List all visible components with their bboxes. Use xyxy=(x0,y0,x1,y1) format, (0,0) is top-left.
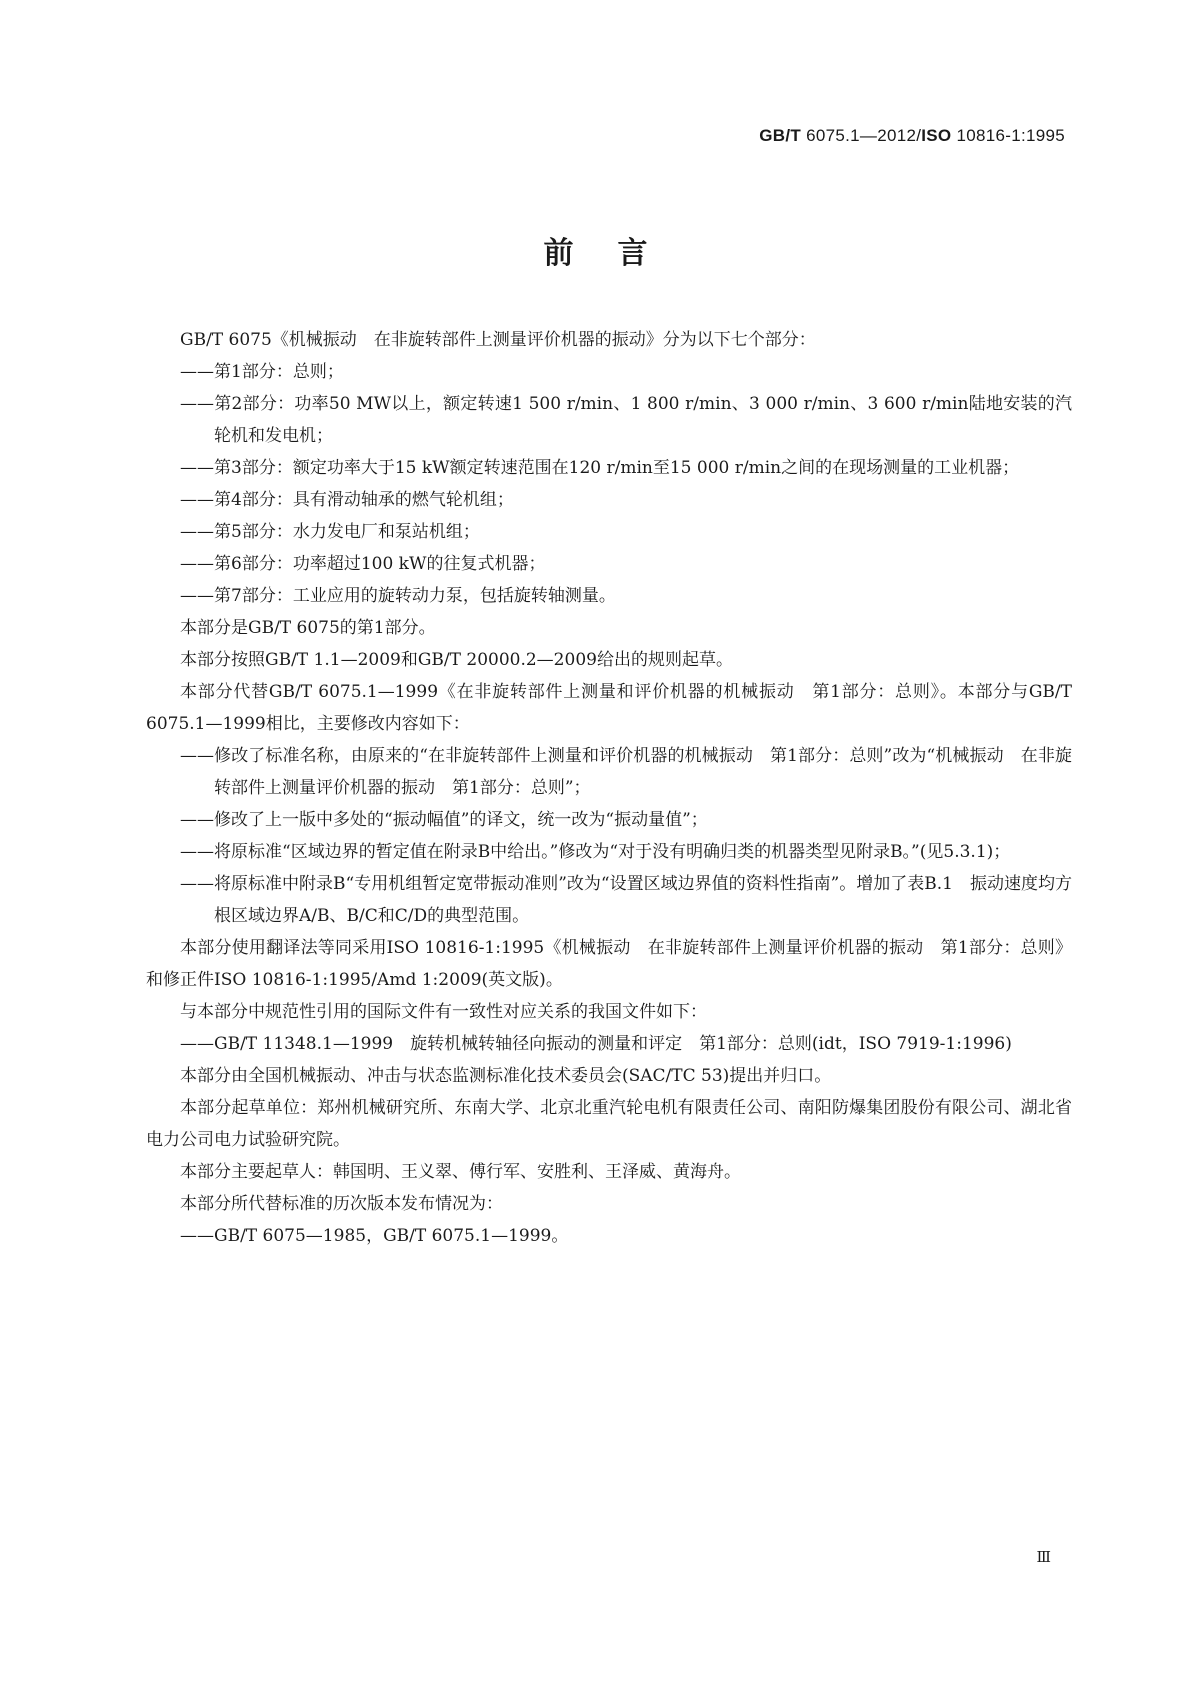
page-number: Ⅲ xyxy=(1036,1548,1051,1566)
code-prefix: GB/T xyxy=(759,126,802,145)
list-item: ——将原标准“区域边界的暂定值在附录B中给出。”修改为“对于没有明确归类的机器类型见附录B。”(见5.3.1)； xyxy=(180,842,1011,862)
iso-prefix: ISO xyxy=(921,126,952,145)
list-item: ——第3部分：额定功率大于15 kW额定转速范围在120 r/min至15 000 r/min之间的在现场测量的工业机器； xyxy=(180,458,1020,478)
list-item: ——将原标准中附录B“专用机组暂定宽带振动准则”改为“设置区域边界值的资料性指南”。增加了表B.1 振动速度均方根区域边界A/B、B/C和C/D的典型范围。 xyxy=(180,874,1072,926)
paragraph: 本部分主要起草人：韩国明、王义翠、傅行军、安胜利、王泽威、黄海舟。 xyxy=(180,1162,741,1182)
list-item: ——GB/T 11348.1—1999 旋转机械转轴径向振动的测量和评定 第1部分：总则(idt，ISO 7919-1:1996) xyxy=(180,1034,1012,1054)
list-item: ——第6部分：功率超过100 kW的往复式机器； xyxy=(180,554,546,574)
list-item: ——第4部分：具有滑动轴承的燃气轮机组； xyxy=(180,490,514,510)
paragraph: 本部分由全国机械振动、冲击与状态监测标准化技术委员会(SAC/TC 53)提出并归口。 xyxy=(180,1066,832,1086)
paragraph: 与本部分中规范性引用的国际文件有一致性对应关系的我国文件如下： xyxy=(180,1002,707,1022)
paragraph: 本部分按照GB/T 1.1—2009和GB/T 20000.2—2009给出的规则起草。 xyxy=(180,650,733,670)
list-item: ——修改了标准名称，由原来的“在非旋转部件上测量和评价机器的机械振动 第1部分：总则”改为“机械振动 在非旋转部件上测量评价机器的振动 第1部分：总则”； xyxy=(180,746,1072,798)
page-title: 前言 xyxy=(543,236,692,271)
paragraph: GB/T 6075《机械振动 在非旋转部件上测量评价机器的振动》分为以下七个部分： xyxy=(180,330,816,350)
paragraph: 本部分起草单位：郑州机械研究所、东南大学、北京北重汽轮电机有限责任公司、南阳防爆集团股份有限公司、湖北省电力公司电力试验研究院。 xyxy=(146,1098,1072,1150)
list-item: ——GB/T 6075—1985，GB/T 6075.1—1999。 xyxy=(180,1226,569,1246)
paragraph: 本部分是GB/T 6075的第1部分。 xyxy=(180,618,436,638)
paragraph: 本部分代替GB/T 6075.1—1999《在非旋转部件上测量和评价机器的机械振动 第1部分：总则》。本部分与GB/T 6075.1—1999相比，主要修改内容如下： xyxy=(146,682,1072,734)
code-number: 6075.1—2012/ xyxy=(806,126,922,145)
standard-code xyxy=(759,126,1065,146)
document-body xyxy=(146,324,1072,1252)
list-item: ——第2部分：功率50 MW以上，额定转速1 500 r/min、1 800 r/min、3 000 r/min、3 600 r/min陆地安装的汽轮机和发电机； xyxy=(180,394,1072,446)
list-item: ——修改了上一版中多处的“振动幅值”的译文，统一改为“振动量值”； xyxy=(180,810,708,830)
list-item: ——第1部分：总则； xyxy=(180,362,344,382)
iso-number: 10816-1:1995 xyxy=(956,126,1065,145)
list-item: ——第5部分：水力发电厂和泵站机组； xyxy=(180,522,480,542)
paragraph: 本部分使用翻译法等同采用ISO 10816-1:1995《机械振动 在非旋转部件上测量评价机器的振动 第1部分：总则》和修正件ISO 10816-1:1995/Amd 1:2009(英文版)。 xyxy=(146,938,1072,990)
paragraph: 本部分所代替标准的历次版本发布情况为： xyxy=(180,1194,503,1214)
list-item: ——第7部分：工业应用的旋转动力泵，包括旋转轴测量。 xyxy=(180,586,616,606)
